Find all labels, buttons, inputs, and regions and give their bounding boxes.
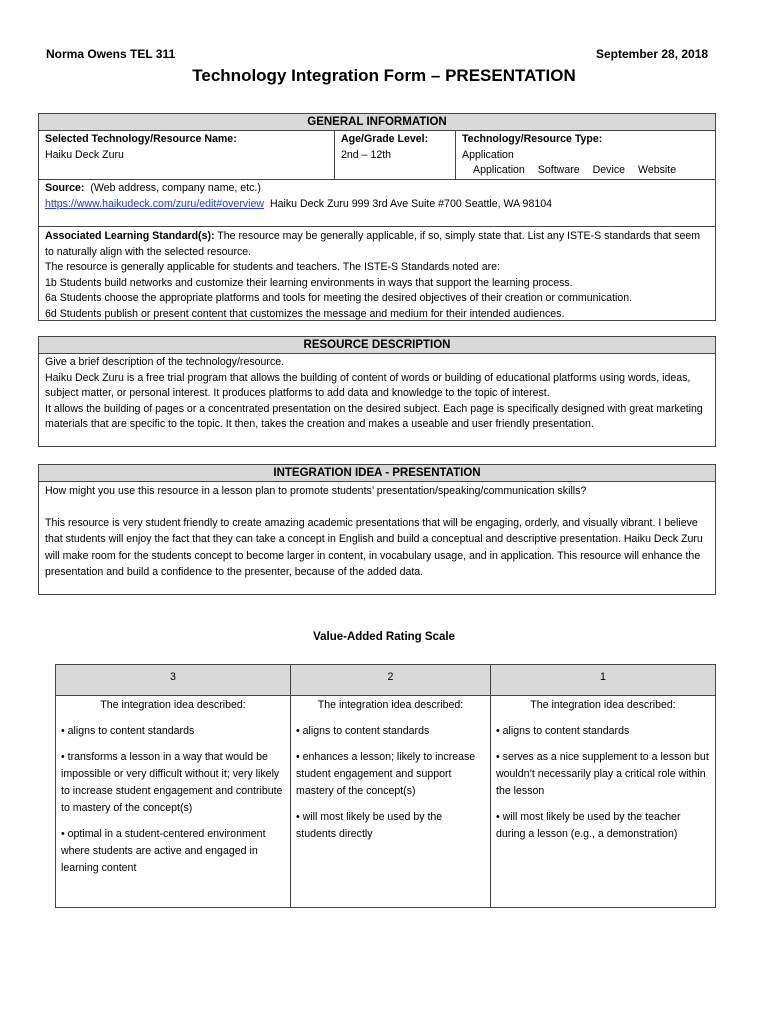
- resource-paragraph: Haiku Deck Zuru is a free trial program that allows the building of content of words or building of educational platforms using words, ideas, subject matter, or personal interest. It produces platforms to add data and knowledge to the topic of interest.: [45, 371, 691, 400]
- standards-line: 1b Students build networks and customize their learning environments in ways that support the learning process.: [45, 276, 573, 289]
- source-cell: [39, 180, 715, 226]
- resource-type-value: Application: [462, 148, 514, 161]
- standards-cell: [39, 227, 715, 320]
- type-option-application: Application: [473, 164, 525, 177]
- general-information-section: [38, 113, 716, 321]
- integration-idea-heading: INTEGRATION IDEA - PRESENTATION: [39, 465, 715, 482]
- standards-line: 6a Students choose the appropriate platforms and tools for meeting the desired objectives of their creation or communication.: [45, 292, 633, 305]
- rating-score-header: 3: [56, 665, 291, 696]
- type-option-device: Device: [592, 164, 626, 177]
- resource-type-options: [462, 163, 709, 179]
- integration-idea-section: [38, 464, 716, 595]
- criteria-point: • aligns to content standards: [496, 725, 630, 737]
- general-info-row: [39, 131, 715, 180]
- standards-intro: The resource may be generally applicable, if so, simply state that. List any ISTE-S standards that seem to naturally align with the selected resource.: [45, 230, 701, 258]
- resource-prompt: Give a brief description of the technology/resource.: [45, 356, 285, 368]
- source-url-link[interactable]: https://www.haikudeck.com/zuru/edit#overview: [45, 197, 265, 210]
- source-label: Source:: [45, 182, 85, 194]
- grade-level-label: Age/Grade Level:: [341, 133, 429, 145]
- criteria-lead: The integration idea described:: [100, 699, 246, 711]
- integration-idea-body: [39, 482, 715, 581]
- resource-description-heading: RESOURCE DESCRIPTION: [39, 337, 715, 354]
- criteria-point: • optimal in a student-centered environment where students are active and engaged in learning content: [61, 828, 266, 874]
- page-title: Technology Integration Form – PRESENTATION: [192, 66, 576, 85]
- criteria-point: • aligns to content standards: [61, 725, 195, 737]
- rating-score-header: 2: [291, 665, 491, 696]
- tech-name-cell: [39, 131, 335, 179]
- rating-header-row: [56, 665, 716, 696]
- header-author: Norma Owens TEL 311: [46, 47, 176, 61]
- standards-label: Associated Learning Standard(s):: [45, 230, 215, 242]
- rating-criteria-cell: [491, 696, 716, 908]
- resource-paragraph: It allows the building of pages or a concentrated presentation on the desired subject. Each page is specifically designed with great marketing materials that are specific to the topic. It then, takes the creation and makes a useable and user friendly presentation.: [45, 402, 703, 431]
- resource-description-section: [38, 336, 716, 447]
- grade-level-value: 2nd – 12th: [341, 148, 392, 161]
- criteria-lead: The integration idea described:: [530, 699, 676, 711]
- tech-name-value: Haiku Deck Zuru: [45, 148, 124, 161]
- standards-line: 6d Students publish or present content that customizes the message and medium for their intended audiences.: [45, 307, 565, 320]
- resource-type-label: Technology/Resource Type:: [462, 133, 603, 145]
- criteria-lead: The integration idea described:: [317, 699, 464, 711]
- resource-type-cell: [456, 131, 715, 179]
- source-address: Haiku Deck Zuru 999 3rd Ave Suite #700 Seattle, WA 98104: [269, 197, 553, 210]
- criteria-point: • will most likely be used by the teacher during a lesson (e.g., a demonstration): [496, 811, 681, 840]
- source-hint: (Web address, company name, etc.): [90, 182, 261, 194]
- type-option-website: Website: [638, 164, 677, 177]
- integration-paragraph: This resource is very student friendly to create amazing academic presentations that will be engaging, orderly, and visually vibrant. I believe that students will enjoy the fact that they can take a concept in English and build a conceptual and descriptive presentation. Haiku Deck Zuru will make room for the students concept to become larger in content, in vocabulary usage, and in application. This resource will enhance the presentation and build a confidence to the presenter, because of the added data.: [45, 517, 703, 578]
- rating-criteria-cell: [56, 696, 291, 908]
- rating-scale-title: Value-Added Rating Scale: [313, 631, 455, 643]
- standards-line: The resource is generally applicable for students and teachers. The ISTE-S Standards noted are:: [45, 261, 501, 274]
- header-date: September 28, 2018: [596, 47, 709, 61]
- criteria-point: • transforms a lesson in a way that would be impossible or very difficult without it; very likely to increase student engagement and contribute to mastery of the concept(s): [61, 751, 283, 814]
- criteria-point: • will most likely be used by the students directly: [296, 811, 443, 840]
- rating-scale-table: [55, 664, 716, 908]
- grade-level-cell: [335, 131, 456, 179]
- criteria-point: • enhances a lesson; likely to increase student engagement and support mastery of the concept(s): [296, 751, 476, 797]
- rating-score-header: 1: [491, 665, 716, 696]
- type-option-software: Software: [537, 164, 580, 177]
- general-information-heading: GENERAL INFORMATION: [39, 114, 715, 131]
- resource-description-body: [39, 354, 715, 434]
- tech-name-label: Selected Technology/Resource Name:: [45, 133, 237, 145]
- source-row: [39, 180, 715, 227]
- criteria-point: • serves as a nice supplement to a lesson but wouldn’t necessarily play a critical role within the lesson: [496, 751, 709, 797]
- rating-criteria-cell: [291, 696, 491, 908]
- criteria-point: • aligns to content standards: [296, 725, 430, 737]
- rating-criteria-row: [56, 696, 716, 908]
- integration-prompt: How might you use this resource in a lesson plan to promote students’ presentation/speaking/communication skills?: [45, 485, 587, 497]
